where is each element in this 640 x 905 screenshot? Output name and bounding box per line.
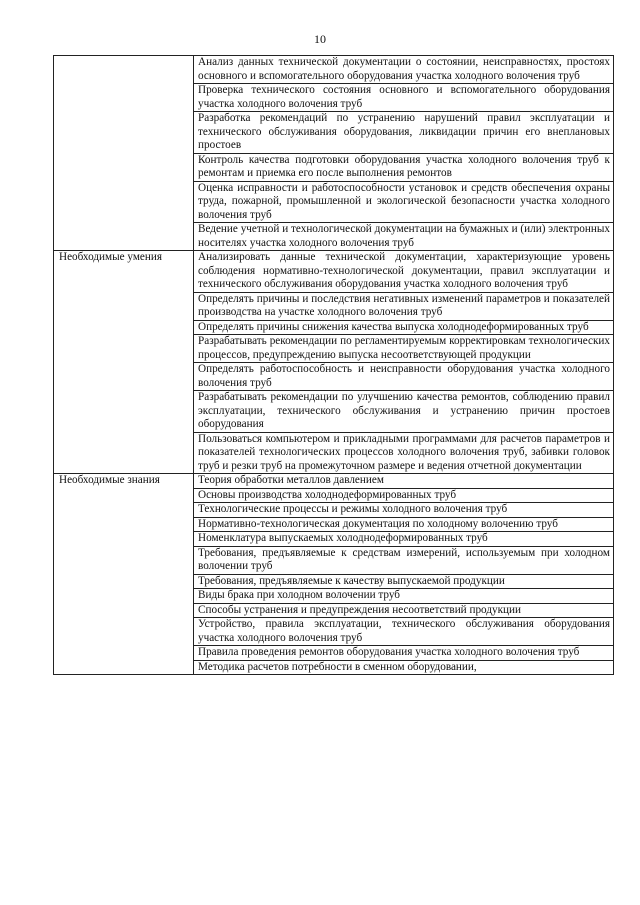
requirement-item: Правила проведения ремонтов оборудования участка холодного волочения труб [194,646,614,661]
requirement-item: Требования, предъявляемые к средствам измерений, используемым при холодном волочении труб [194,546,614,574]
requirements-table [53,55,614,675]
requirement-item: Проверка технического состояния основного и вспомогательного оборудования участка холодного волочения труб [194,84,614,112]
table-row [54,251,614,293]
requirement-item: Ведение учетной и технологической документации на бумажных и (или) электронных носителях участка холодного волочения труб [194,223,614,251]
page-number: 10 [314,32,326,46]
requirement-item: Устройство, правила эксплуатации, технического обслуживания оборудования участка холодного волочения труб [194,618,614,646]
requirement-item: Разработка рекомендаций по устранению нарушений правил эксплуатации и технического обслуживания оборудования, ликвидации причин его внеплановых простоев [194,112,614,154]
table-row [54,56,614,84]
section-label: Необходимые знания [54,474,194,675]
requirement-item: Требования, предъявляемые к качеству выпускаемой продукции [194,574,614,589]
requirement-item: Определять причины снижения качества выпуска холоднодеформированных труб [194,320,614,335]
requirement-item: Номенклатура выпускаемых холоднодеформированных труб [194,532,614,547]
requirement-item: Разрабатывать рекомендации по улучшению качества ремонтов, соблюдению правил эксплуатации, технического обслуживания и устранению причин простоев оборудования [194,391,614,433]
requirement-item: Пользоваться компьютером и прикладными программами для расчетов параметров и показателей технологических процессов холодного волочения труб, забивки головок труб и резки труб на промежуточном размере и ведения отчетной документации [194,432,614,474]
requirement-item: Определять работоспособность и неисправности оборудования участка холодного волочения труб [194,363,614,391]
requirement-item: Нормативно-технологическая документация по холодному волочению труб [194,517,614,532]
requirement-item: Виды брака при холодном волочении труб [194,589,614,604]
requirement-item: Методика расчетов потребности в сменном оборудовании, [194,660,614,675]
requirements-table-body [54,56,614,675]
requirement-item: Определять причины и последствия негативных изменений параметров и показателей производства на участке холодного волочения труб [194,292,614,320]
requirement-item: Теория обработки металлов давлением [194,474,614,489]
requirement-item: Анализ данных технической документации о состоянии, неисправностях, простоях основного и вспомогательного оборудования участка холодного волочения труб [194,56,614,84]
requirement-item: Способы устранения и предупреждения несоответствий продукции [194,603,614,618]
requirement-item: Технологические процессы и режимы холодного волочения труб [194,503,614,518]
table-row [54,474,614,489]
section-label: Необходимые умения [54,251,194,474]
section-label [54,56,194,251]
requirement-item: Разрабатывать рекомендации по регламентируемым корректировкам технологических процессов, предупреждению выпуска несоответствующей продукции [194,335,614,363]
requirement-item: Анализировать данные технической документации, характеризующие уровень соблюдения нормативно-технологической документации, правил эксплуатации и технического обслуживания оборудования участка холодного волочения труб [194,251,614,293]
requirement-item: Контроль качества подготовки оборудования участка холодного волочения труб к ремонтам и приемка его после выполнения ремонтов [194,153,614,181]
requirement-item: Оценка исправности и работоспособности установок и средств обеспечения охраны труда, пожарной, промышленной и экологической безопасности участка холодного волочения труб [194,181,614,223]
requirement-item: Основы производства холоднодеформированных труб [194,488,614,503]
